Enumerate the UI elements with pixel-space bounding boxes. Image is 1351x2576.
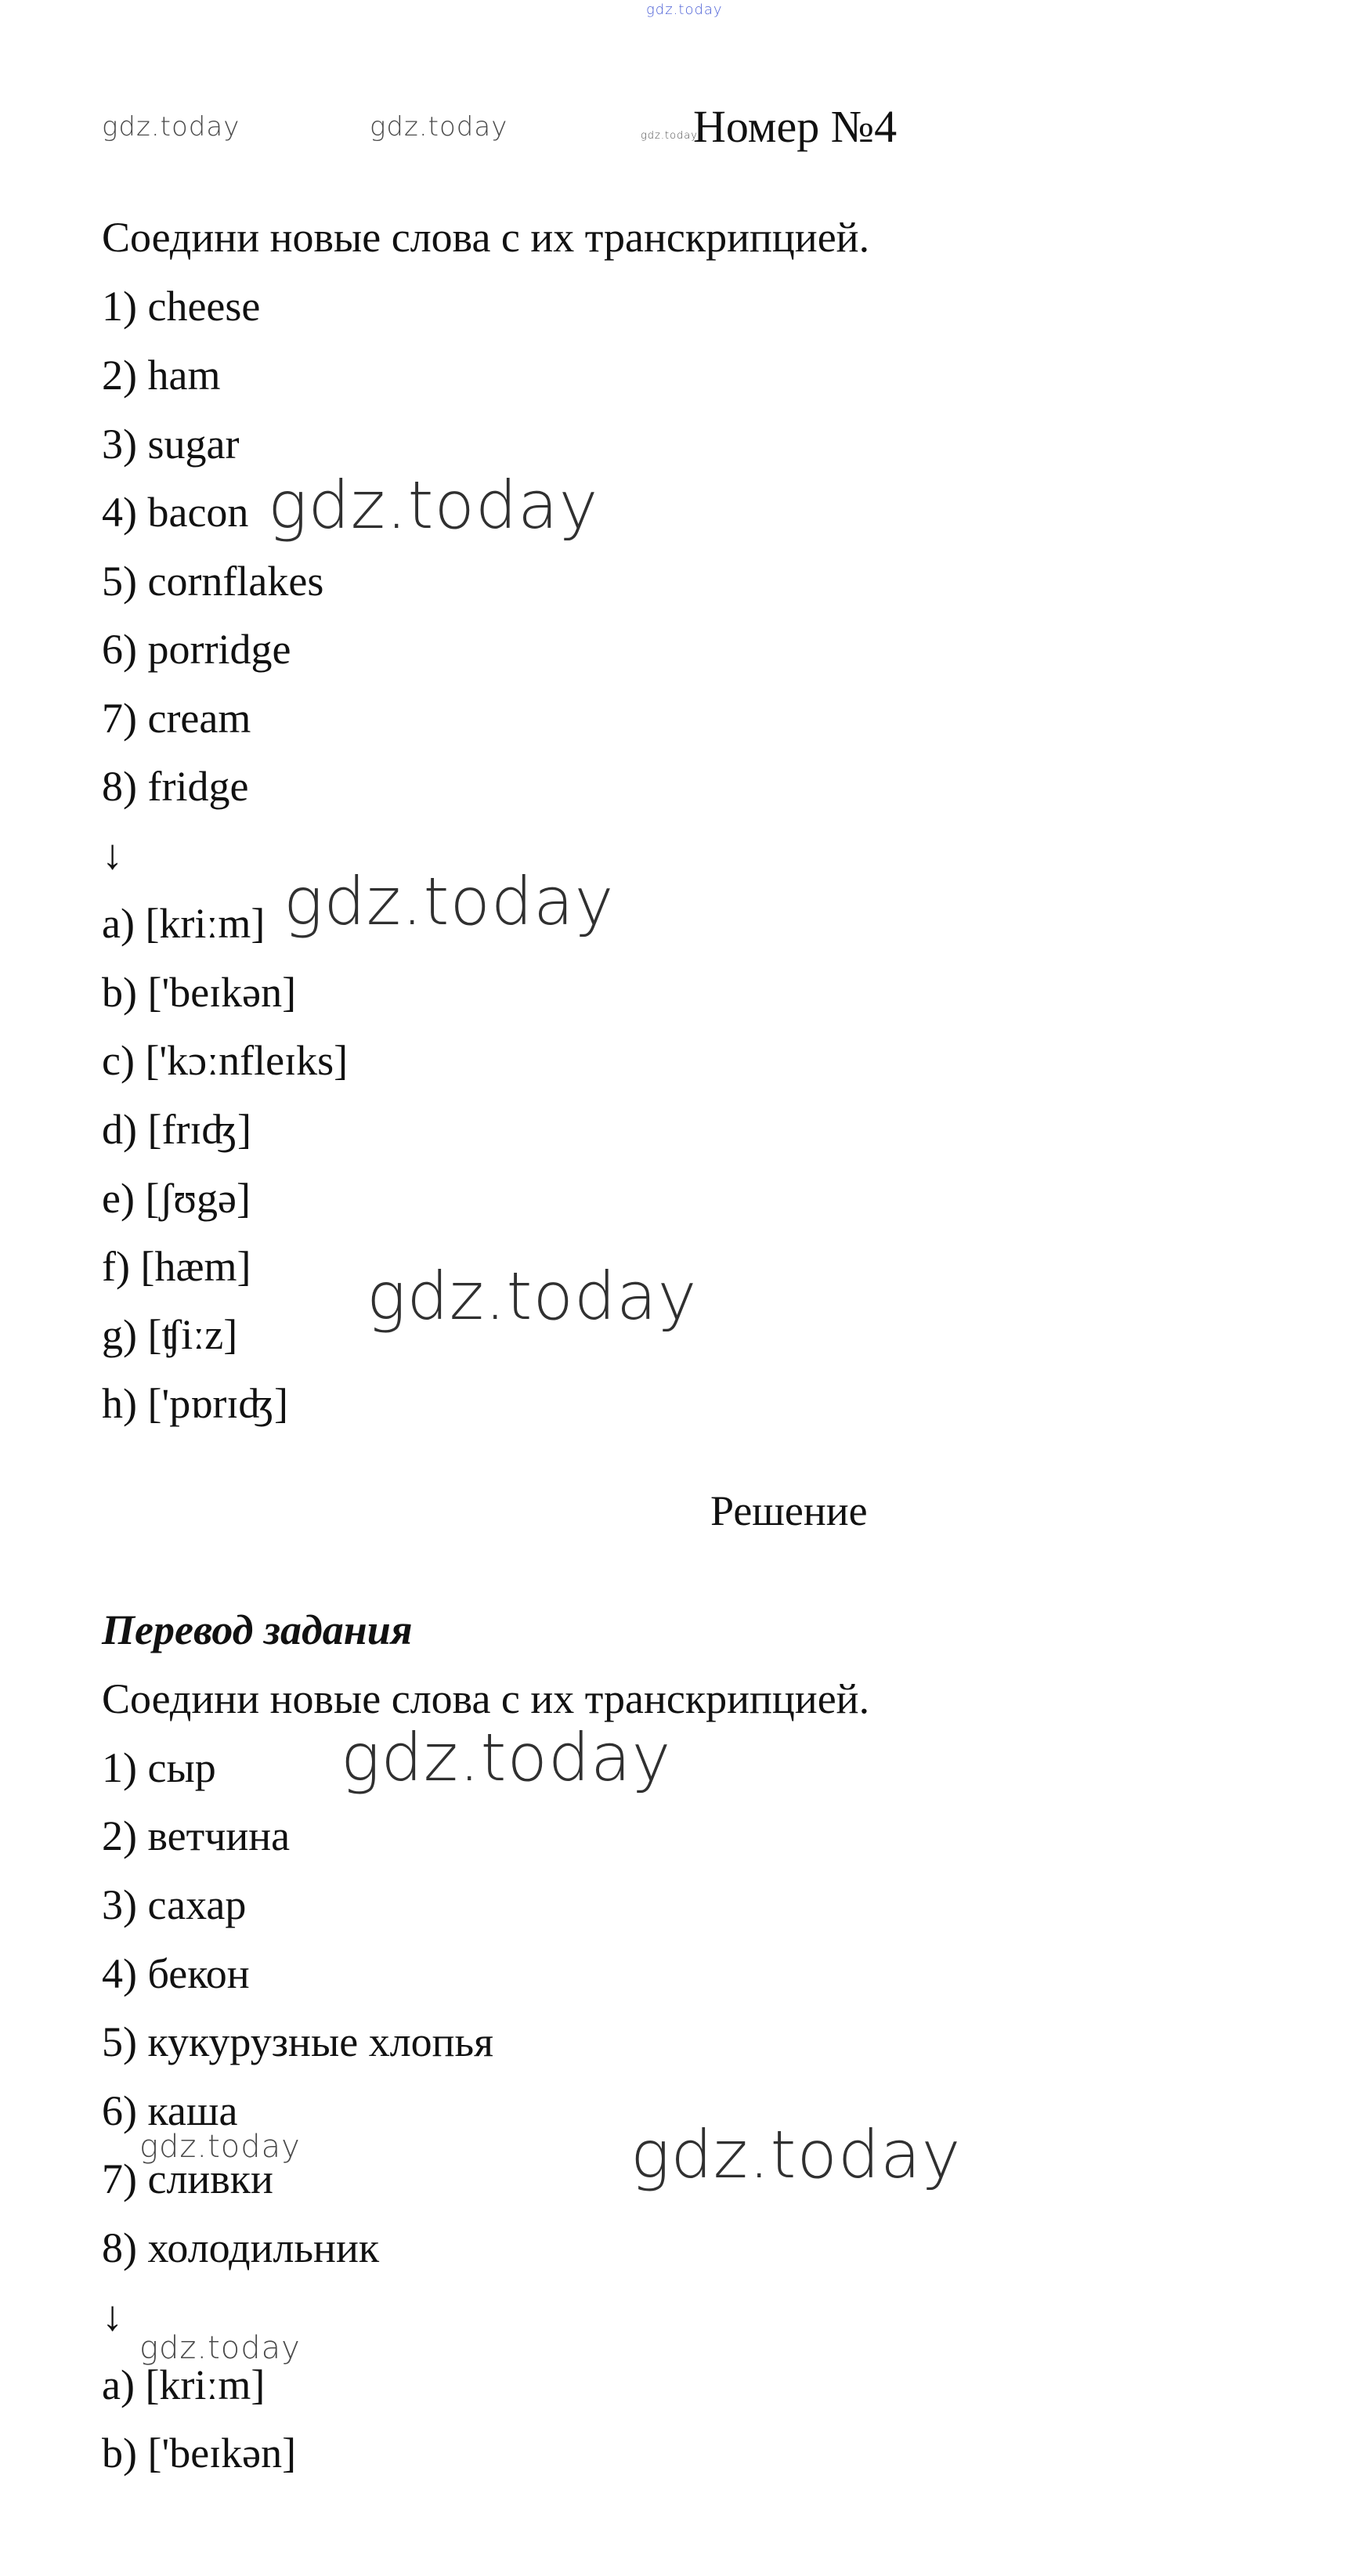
watermark: gdz.today xyxy=(268,467,599,544)
word-item: 3) sugar xyxy=(102,421,240,468)
transcription-item: a) [kriːm] xyxy=(102,2361,266,2408)
transcription-item: h) ['pɒrɪʤ] xyxy=(102,1380,289,1427)
translated-word-item: 2) ветчина xyxy=(102,1812,291,1859)
translation-heading: Перевод задания xyxy=(102,1606,413,1653)
down-arrow-icon: ↓ xyxy=(102,2292,123,2339)
task-instruction: Соедини новые слова с их транскрипцией. xyxy=(102,214,870,261)
word-item: 5) cornflakes xyxy=(102,558,324,605)
transcription-item: b) ['beɪkən] xyxy=(102,969,297,1016)
translated-word-item: 5) кукурузные хлопья xyxy=(102,2018,494,2065)
transcription-item: f) [hæm] xyxy=(102,1243,251,1290)
translation-instruction: Соедини новые слова с их транскрипцией. xyxy=(102,1675,870,1722)
down-arrow-icon: ↓ xyxy=(102,831,123,878)
watermark: gdz.today xyxy=(630,2116,962,2193)
watermark: gdz.today xyxy=(370,111,508,143)
watermark: gdz.today xyxy=(646,2,723,18)
watermark: gdz.today xyxy=(139,2330,301,2366)
transcription-item: b) ['beɪkən] xyxy=(102,2430,297,2477)
transcription-item: c) ['kɔːnfleɪks] xyxy=(102,1037,349,1084)
watermark: gdz.today xyxy=(367,1258,698,1335)
watermark: gdz.today xyxy=(139,2129,301,2165)
word-item: 4) bacon xyxy=(102,489,249,536)
word-item: 2) ham xyxy=(102,352,221,399)
watermark: gdz.today xyxy=(641,130,698,142)
translated-word-item: 1) сыр xyxy=(102,1744,216,1791)
word-item: 1) cheese xyxy=(102,283,261,330)
page-title: Номер №4 xyxy=(693,101,898,152)
word-item: 8) fridge xyxy=(102,763,249,810)
translated-word-item: 6) каша xyxy=(102,2087,238,2134)
solution-heading: Решение xyxy=(710,1487,868,1534)
watermark: gdz.today xyxy=(341,1719,672,1796)
word-item: 7) cream xyxy=(102,695,251,742)
transcription-item: e) [ʃʊgə] xyxy=(102,1175,251,1222)
translated-word-item: 7) сливки xyxy=(102,2155,273,2202)
translated-word-item: 3) сахар xyxy=(102,1881,247,1928)
translated-word-item: 4) бекон xyxy=(102,1950,250,1997)
transcription-item: d) [frɪʤ] xyxy=(102,1106,252,1153)
translated-word-item: 8) холодильник xyxy=(102,2224,380,2271)
transcription-item: g) [ʧiːz] xyxy=(102,1311,238,1358)
watermark: gdz.today xyxy=(284,863,615,940)
watermark: gdz.today xyxy=(102,111,240,143)
word-item: 6) porridge xyxy=(102,626,291,673)
transcription-item: a) [kriːm] xyxy=(102,900,266,947)
